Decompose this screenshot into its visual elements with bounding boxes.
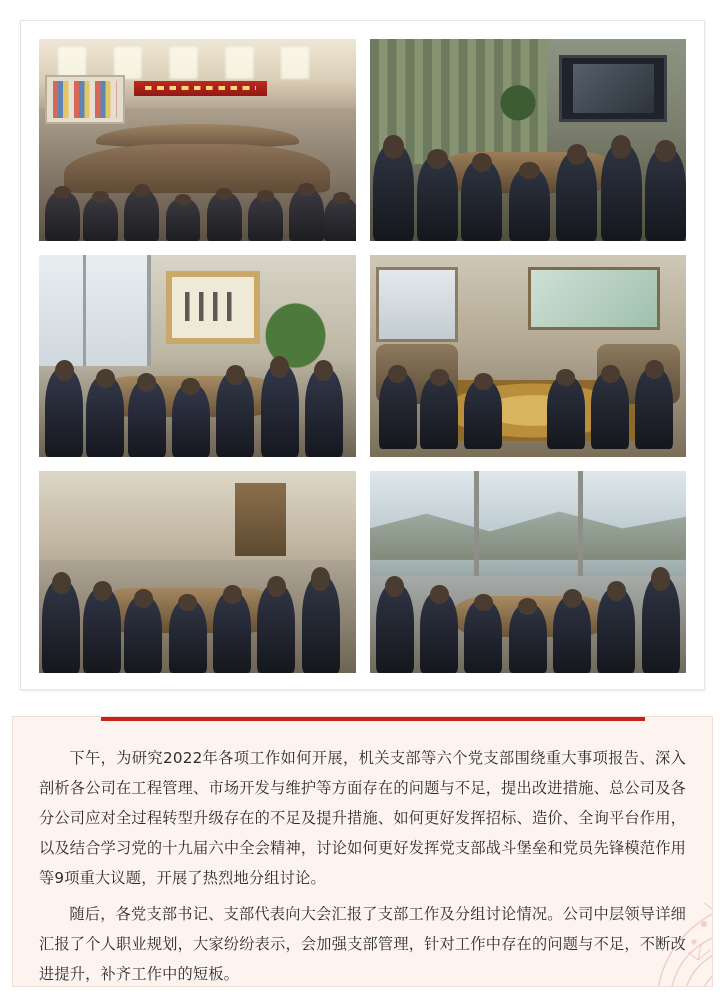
photo-grid [39,39,686,673]
meeting-photo-gallery [20,20,705,690]
photo-4-scene [370,255,687,457]
photo-4[interactable] [370,255,687,457]
article-body [13,717,712,987]
article-paragraph-2: 随后，各党支部书记、支部代表向大会汇报了支部工作及分组讨论情况。公司中层领导详细汇报了个人职业规划，大家纷纷表示，会加强支部管理，针对工作中存在的问题与不足，不断改进提升，补齐工作中的短板。 [39,905,686,983]
photo-2-scene [370,39,687,241]
article-text-card [12,716,713,987]
photo-1-scene [39,39,356,241]
photo-6[interactable] [370,471,687,673]
photo-5[interactable] [39,471,356,673]
photo-5-scene [39,471,356,673]
photo-3-scene [39,255,356,457]
photo-2[interactable] [370,39,687,241]
photo-1[interactable] [39,39,356,241]
photo-6-scene [370,471,687,673]
article-paragraph-1: 下午，为研究2022年各项工作如何开展，机关支部等六个党支部围绕重大事项报告、深入剖析各公司在工程管理、市场开发与维护等方面存在的问题与不足，提出改进措施、总公司及各分公司应对全过程转型升级存在的不足及提升措施、如何更好发挥招标、造价、全询平台作用，以及结合学习党的十九届六中全会精神，讨论如何更好发挥党支部战斗堡垒和党员先锋模范作用等9项重大议题，开展了热烈地分组讨论。 [39,749,686,887]
photo-3[interactable] [39,255,356,457]
